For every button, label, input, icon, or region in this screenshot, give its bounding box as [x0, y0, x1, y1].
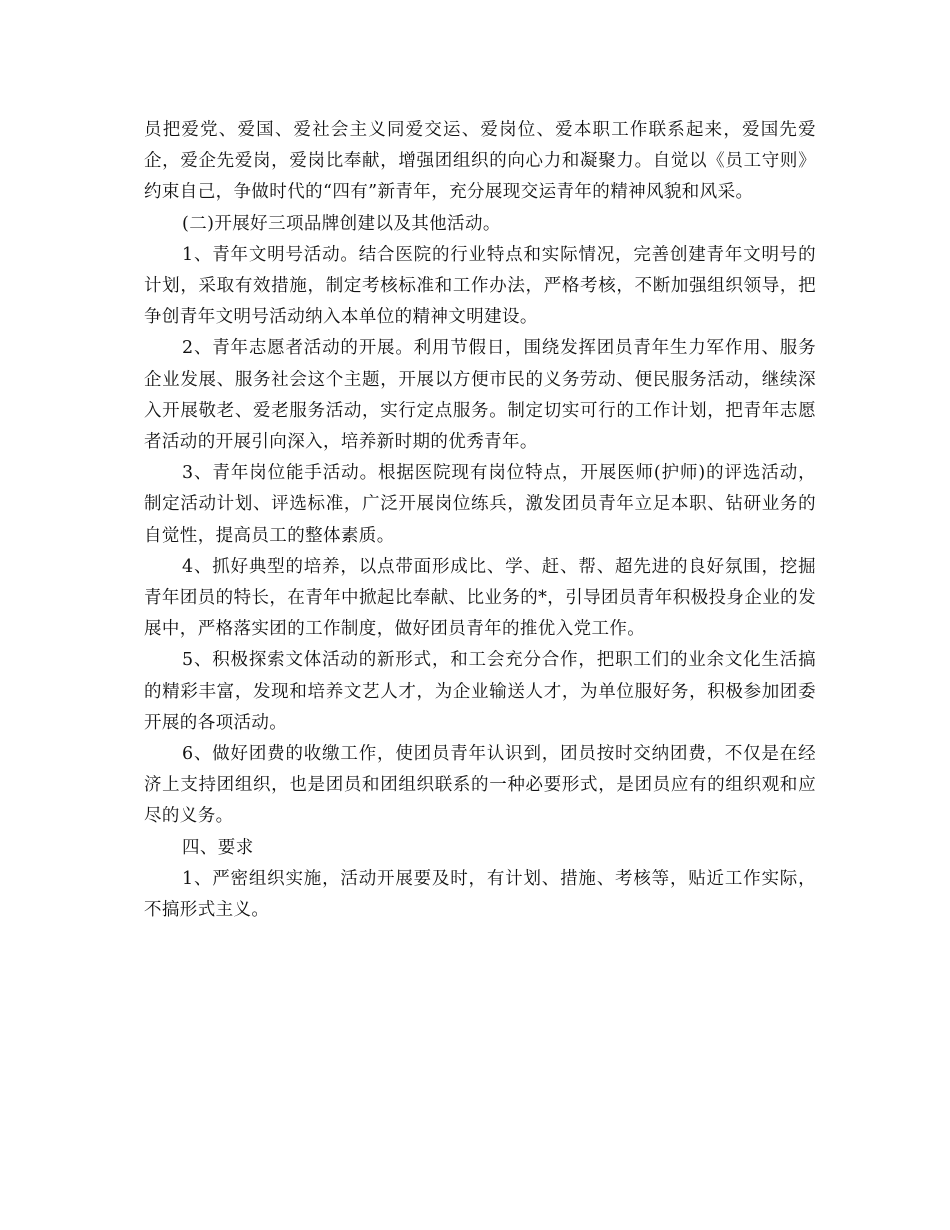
section-heading-activities: (二)开展好三项品牌创建以及其他活动。	[182, 213, 501, 234]
paragraph-item-5: 5、积极探索文体活动的新形式，和工会充分合作，把职工们的业余文化生活搞的精彩丰富，发现和培养文艺人才，为企业输送人才，为单位服好务，积极参加团委开展的各项活动。	[144, 650, 816, 733]
paragraph-item-6: 6、做好团费的收缴工作，使团员青年认识到，团员按时交纳团费，不仅是在经济上支持团组织，也是团员和团组织联系的一种必要形式，是团员应有的组织观和应尽的义务。	[144, 744, 816, 827]
section-heading-requirements: 四、要求	[182, 837, 254, 858]
paragraph-item-2: 2、青年志愿者活动的开展。利用节假日，围绕发挥团员青年生力军作用、服务企业发展、服务社会这个主题，开展以方便市民的义务劳动、便民服务活动，继续深入开展敬老、爱老服务活动，实行定点服务。制定切实可行的工作计划，把青年志愿者活动的开展引向深入，培养新时期的优秀青年。	[144, 338, 816, 453]
paragraph-continuation: 员把爱党、爱国、爱社会主义同爱交运、爱岗位、爱本职工作联系起来，爱国先爱企，爱企先爱岗，爱岗比奉献，增强团组织的向心力和凝聚力。自觉以《员工守则》约束自己，争做时代的“四有”新青年，充分展现交运青年的精神风貌和风采。	[144, 120, 816, 203]
paragraph-item-3: 3、青年岗位能手活动。根据医院现有岗位特点，开展医师(护师)的评选活动，制定活动计划、评选标准，广泛开展岗位练兵，激发团员青年立足本职、钻研业务的自觉性，提高员工的整体素质。	[144, 463, 816, 546]
paragraph-requirement-1: 1、严密组织实施，活动开展要及时，有计划、措施、考核等，贴近工作实际，不搞形式主义。	[144, 868, 816, 921]
document-body	[144, 115, 816, 926]
paragraph-item-1: 1、青年文明号活动。结合医院的行业特点和实际情况，完善创建青年文明号的计划，采取有效措施，制定考核标准和工作办法，严格考核，不断加强组织领导，把争创青年文明号活动纳入本单位的精神文明建设。	[144, 244, 816, 328]
paragraph-item-4: 4、抓好典型的培养，以点带面形成比、学、赶、帮、超先进的良好氛围，挖掘青年团员的特长，在青年中掀起比奉献、比业务的*，引导团员青年积极投身企业的发展中，严格落实团的工作制度，做好团员青年的推优入党工作。	[144, 556, 816, 640]
